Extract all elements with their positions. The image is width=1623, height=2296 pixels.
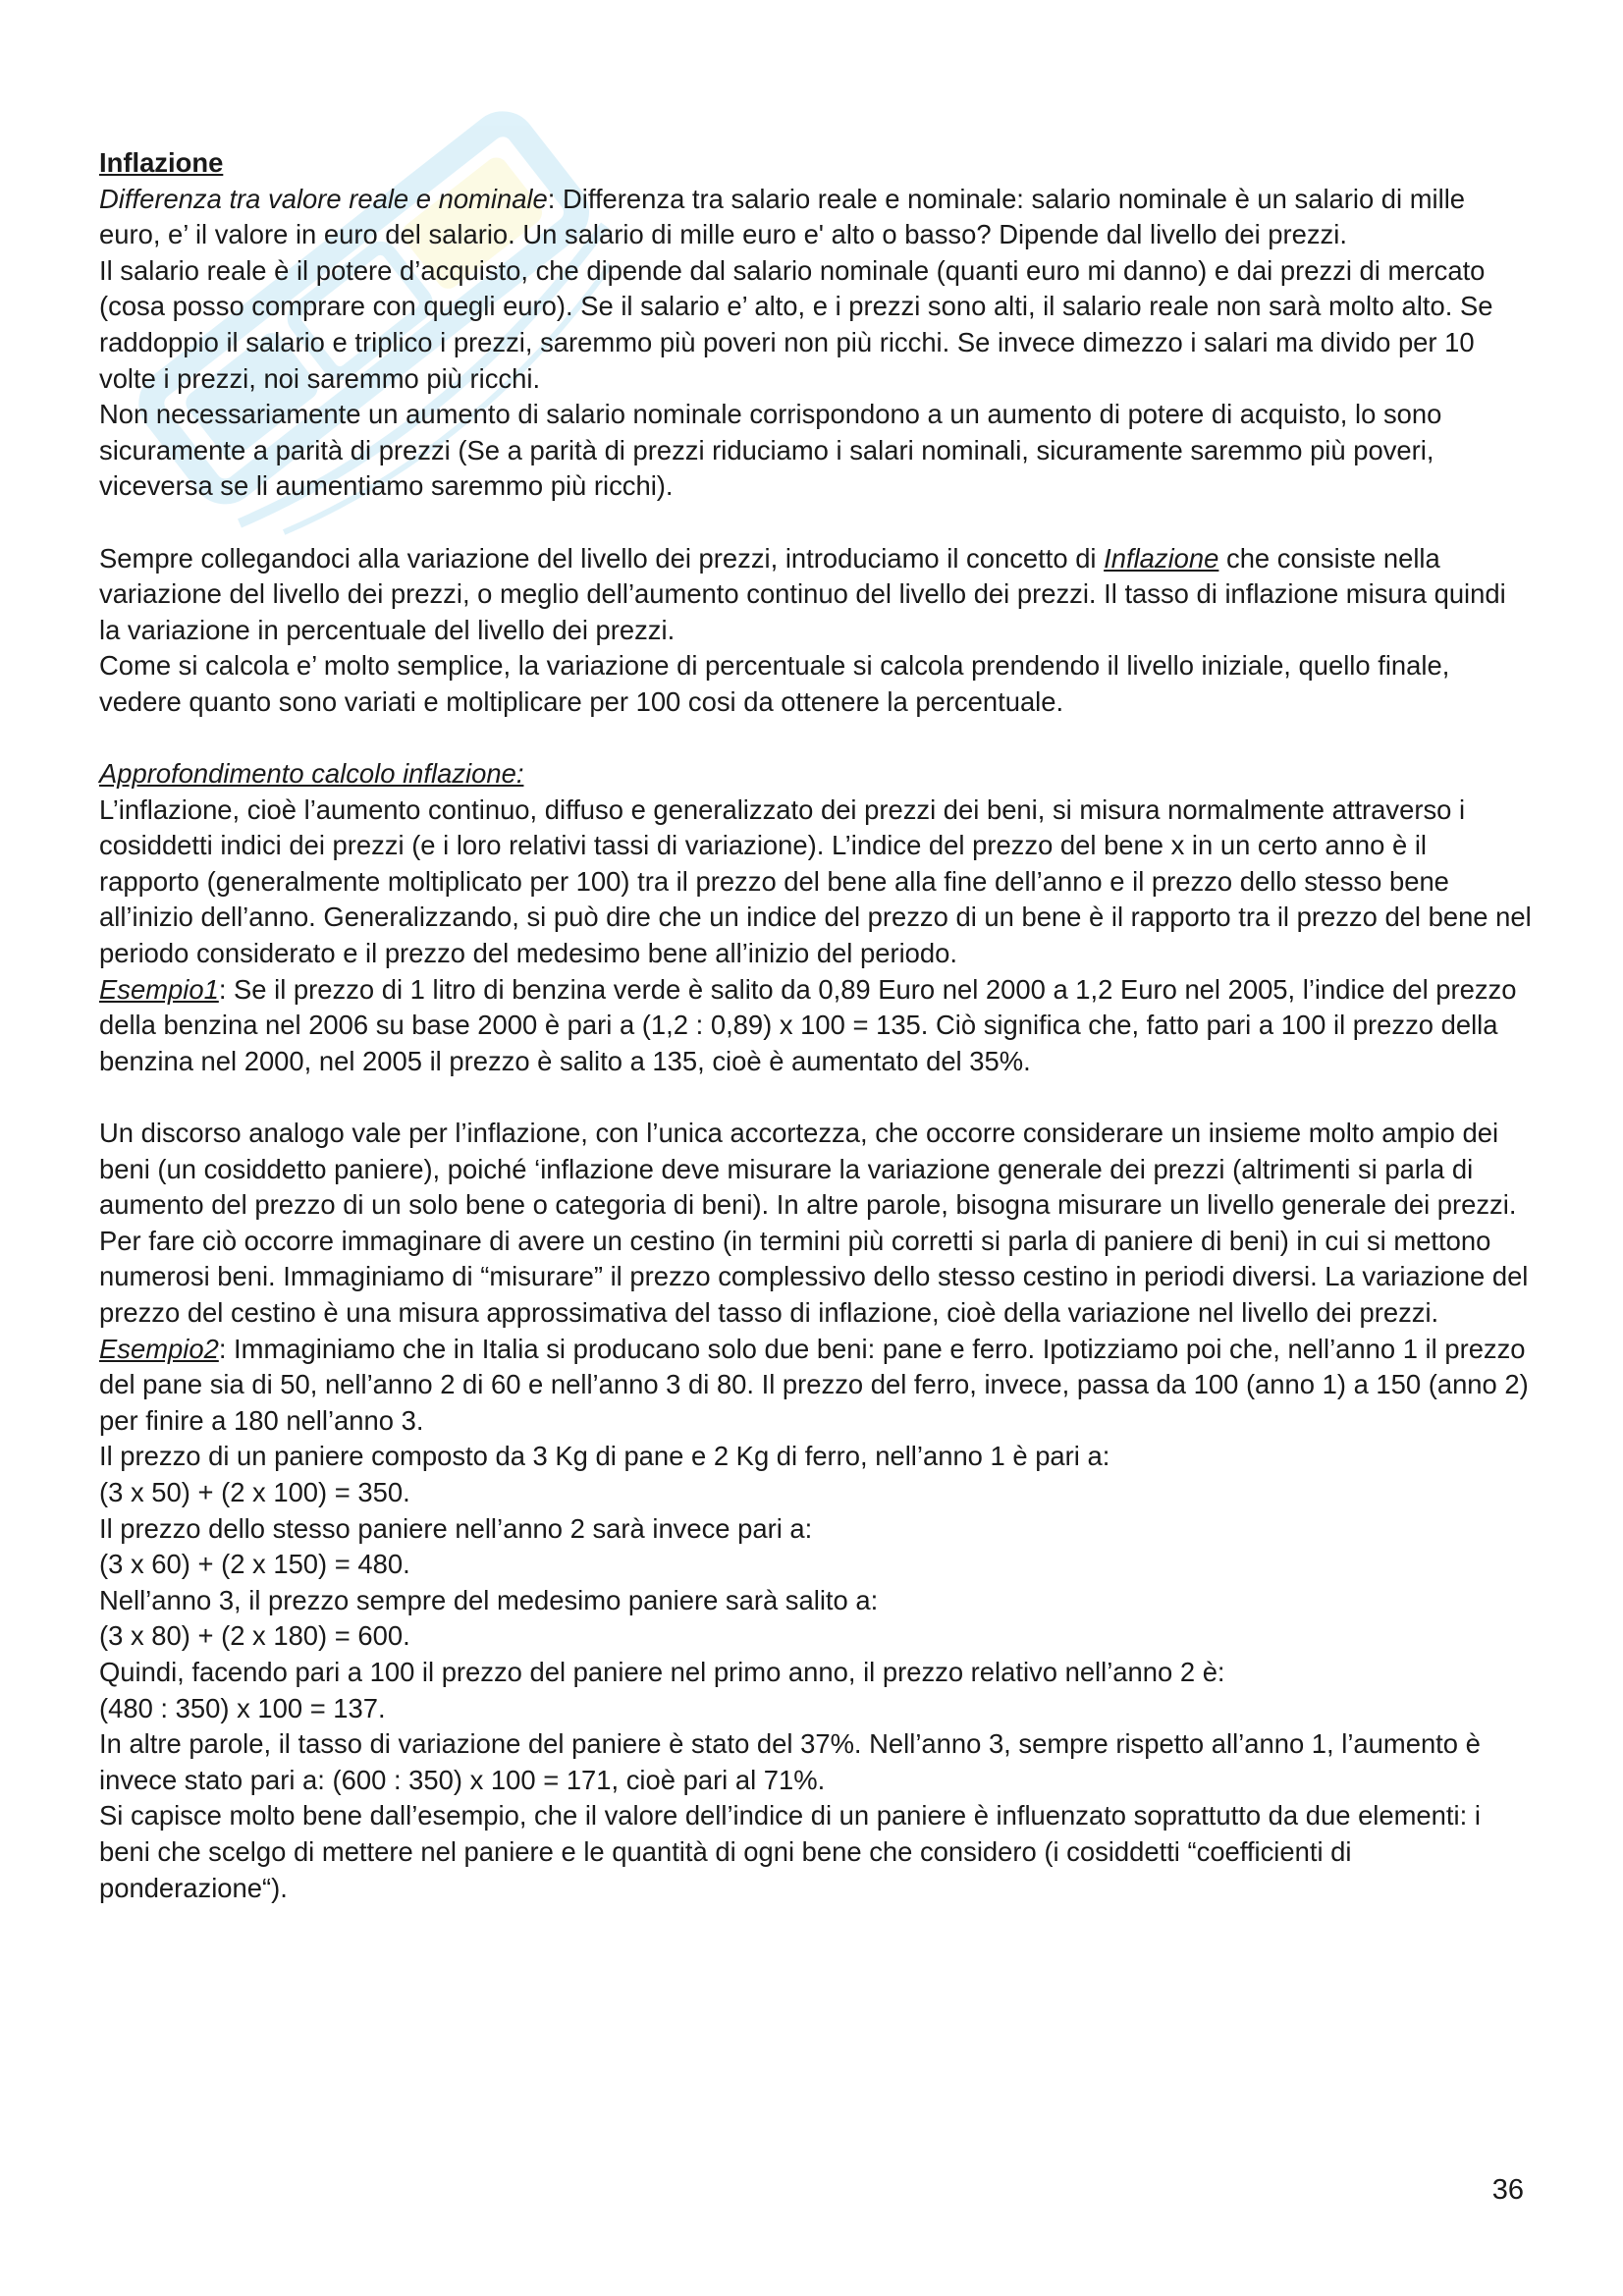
spacer: [99, 1079, 1533, 1116]
paragraph-text: : Differenza tra salario reale e nominale: salario nominale è un salario di mille euro, e’ il valore in euro del salario. Un salario di mille euro e' alto o basso? Dipende dal livello dei prezzi.: [99, 183, 1466, 250]
text-line: Il prezzo di un paniere composto da 3 Kg di pane e 2 Kg di ferro, nell’anno 1 è pari a:: [99, 1441, 1110, 1472]
paragraph-example-2: [99, 1332, 1533, 1440]
example-label: Esempio2: [99, 1333, 219, 1364]
text-line: Il prezzo dello stesso paniere nell’anno 2 sarà invece pari a:: [99, 1512, 813, 1544]
paragraph-example-1: [99, 972, 1533, 1080]
paragraph-inflation-definition: [99, 541, 1533, 649]
paragraph-price-index: L’inflazione, cioè l’aumento continuo, diffuso e generalizzato dei prezzi dei beni, si misura normalmente attraverso i cosiddetti indici dei prezzi (e i loro relativi tassi di variazione). L’indice del prezzo del bene x in un certo anno è il rapporto (generalmente moltiplicato per 100) tra il prezzo del bene alla fine dell’anno e il prezzo dello stesso bene all’inizio dell’anno. Generalizzando, si può dire che un indice del prezzo di un bene è il rapporto tra il prezzo del bene nel periodo considerato e il prezzo del medesimo bene all’inizio del periodo.: [99, 793, 1532, 969]
section-title: Inflazione: [99, 147, 224, 178]
paragraph-purchasing-power: Non necessariamente un aumento di salario nominale corrispondono a un aumento di potere di acquisto, lo sono sicuramente a parità di prezzi (Se a parità di prezzi riduciamo i salari nominali, sicuramente saremmo più poveri, viceversa se li aumentiamo saremmo più ricchi).: [99, 399, 1442, 502]
paragraph-text: : Immaginiamo che in Italia si producano solo due beni: pane e ferro. Ipotizziamo poi che, nell’anno 1 il prezzo del pane sia di 50, nell’anno 2 di 60 e nell’anno 3 di 80. Il prezzo del ferro, invece, passa da 100 (anno 1) a 150 (anno 2) per finire a 180 nell’anno 3.: [99, 1333, 1529, 1436]
paragraph-calculation: Come si calcola e’ molto semplice, la variazione di percentuale si calcola prendendo il livello iniziale, quello finale, vedere quanto sono variati e moltiplicare per 100 cosi da ottenere la percentuale.: [99, 650, 1450, 717]
spacer: [99, 505, 1533, 541]
text-line: Quindi, facendo pari a 100 il prezzo del paniere nel primo anno, il prezzo relativo nell’anno 2 è:: [99, 1656, 1225, 1687]
text-line: Si capisce molto bene dall’esempio, che il valore dell’indice di un paniere è influenzato soprattutto da due elementi: i beni che scelgo di mettere nel paniere e le quantità di ogni bene che considero (i cosiddetti “coefficienti di ponderazione“).: [99, 1800, 1481, 1903]
paragraph-nominal-vs-real: [99, 182, 1533, 253]
formula-line: (480 : 350) x 100 = 137.: [99, 1692, 386, 1723]
paragraph-text: che consiste nella variazione del livello dei prezzi, o meglio dell’aumento continuo del livello dei prezzi. Il tasso di inflazione misura quindi la variazione in percentuale del livello dei prezzi.: [99, 542, 1506, 645]
paragraph-basket: Un discorso analogo vale per l’inflazione, con l’unica accortezza, che occorre considerare un insieme molto ampio dei beni (un cosiddetto paniere), poiché ‘inflazione deve misurare la variazione generale dei prezzi (altrimenti si parla di aumento del prezzo di un solo bene o categoria di beni). In altre parole, bisogna misurare un livello generale dei prezzi. Per fare ciò occorre immaginare di avere un cestino (in termini più corretti si parla di paniere di beni) in cui si mettono numerosi beni. Immaginiamo di “misurare” il prezzo complessivo dello stesso cestino in periodi diversi. La variazione del prezzo del cestino è una misura approssimativa del tasso di inflazione, cioè della variazione nel livello dei prezzi.: [99, 1118, 1529, 1328]
paragraph-text: : Se il prezzo di 1 litro di benzina verde è salito da 0,89 Euro nel 2000 a 1,2 Euro nel 2005, l’indice del prezzo della benzina nel 2006 su base 2000 è pari a (1,2 : 0,89) x 100 = 135. Ciò significa che, fatto pari a 100 il prezzo della benzina nel 2000, nel 2005 il prezzo è salito a 135, cioè è aumentato del 35%.: [99, 973, 1517, 1076]
page-number: 36: [1491, 2174, 1524, 2206]
subsection-title: Approfondimento calcolo inflazione:: [99, 758, 524, 790]
paragraph-text: Sempre collegandoci alla variazione del livello dei prezzi, introduciamo il concetto di: [99, 542, 1105, 574]
term-inflazione: Inflazione: [1104, 542, 1219, 574]
formula-line: (3 x 80) + (2 x 180) = 600.: [99, 1620, 410, 1652]
formula-line: (3 x 50) + (2 x 100) = 350.: [99, 1476, 410, 1507]
paragraph-real-wage: Il salario reale è il potere d’acquisto, che dipende dal salario nominale (quanti euro mi danno) e dai prezzi di mercato (cosa posso comprare con quegli euro). Se il salario e’ alto, e i prezzi sono alti, il salario reale non sarà molto alto. Se raddoppio il salario e triplico i prezzi, saremmo più poveri non più ricchi. Se invece dimezzo i salari ma divido per 10 volte i prezzi, noi saremmo più ricchi.: [99, 254, 1493, 394]
text-line: Nell’anno 3, il prezzo sempre del medesimo paniere sarà salito a:: [99, 1584, 879, 1615]
formula-line: (3 x 60) + (2 x 150) = 480.: [99, 1549, 410, 1580]
example-label: Esempio1: [99, 973, 219, 1005]
spacer: [99, 721, 1533, 757]
text-line: In altre parole, il tasso di variazione del paniere è stato del 37%. Nell’anno 3, sempre rispetto all’anno 1, l’aumento è invece stato pari a: (600 : 350) x 100 = 171, cioè pari al 71%.: [99, 1728, 1481, 1795]
term-label: Differenza tra valore reale e nominale: [99, 183, 548, 214]
document-body: [99, 145, 1533, 1906]
